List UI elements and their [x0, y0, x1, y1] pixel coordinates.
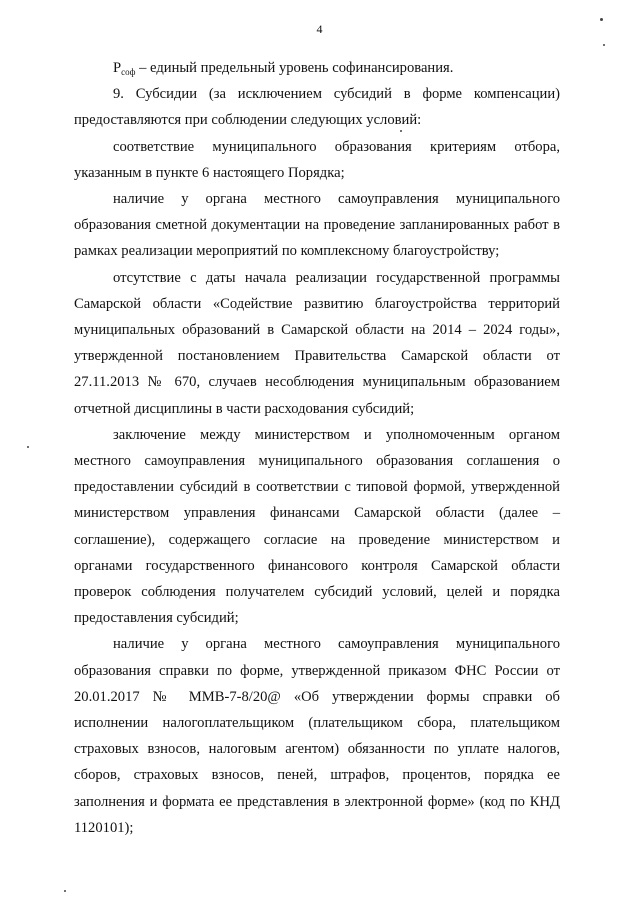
condition-criteria: соответствие муниципального образования критериям отбора, указанным в пункте 6 настоящего Порядка; [74, 138, 560, 181]
paragraph-9-intro: 9. Субсидии (за исключением субсидий в форме компенсации) предоставляются при соблюдении следующих условий: [74, 86, 560, 129]
scan-speck [400, 130, 402, 132]
scan-speck [600, 18, 603, 21]
formula-symbol: P [113, 60, 122, 76]
document-body [74, 55, 560, 841]
formula-subscript: соф [121, 67, 136, 77]
scan-speck [27, 446, 29, 448]
formula-definition [74, 55, 560, 81]
scan-speck [603, 44, 605, 46]
condition-agreement: заключение между министерством и уполномоченным органом местного самоуправления муниципального образования соглашения о предоставлении субсидий в соответствии с типовой формой, утвержденной министерством управления финансами Самарской области (далее – соглашение), содержащего согласие на проведение министерством и органами государственного финансового контроля Самарской области проверок соблюдения получателем субсидий условий, целей и порядка предоставления субсидий; [74, 426, 560, 627]
scan-speck [64, 890, 66, 892]
condition-estimate-docs: наличие у органа местного самоуправления муниципального образования сметной документации на проведение запланированных работ в рамках реализации мероприятий по комплексному благоустройству; [74, 191, 560, 260]
condition-tax-certificate: наличие у органа местного самоуправления муниципального образования справки по форме, утвержденной приказом ФНС России от 20.01.2017 № ММВ-7-8/20@ «Об утверждении формы справки об исполнении налогоплательщиком (плательщиком сбора, плательщиком страховых взносов, налоговым агентом) обязанности по уплате налогов, сборов, страховых взносов, пеней, штрафов, процентов, порядка ее заполнения и формата ее представления в электронной форме» (код по КНД 1120101); [74, 636, 560, 836]
page-number: 4 [316, 22, 323, 36]
formula-description: – единый предельный уровень софинансирования. [135, 60, 454, 76]
condition-reporting-discipline: отсутствие с даты начала реализации государственной программы Самарской области «Содействие развитию благоустройства территорий муниципальных образований в Самарской области на 2014 – 2024 годы», утвержденной постановлением Правительства Самарской области от 27.11.2013 № 670, случаев несоблюдения муниципальным образованием отчетной дисциплины в части расходования субсидий; [74, 269, 560, 417]
